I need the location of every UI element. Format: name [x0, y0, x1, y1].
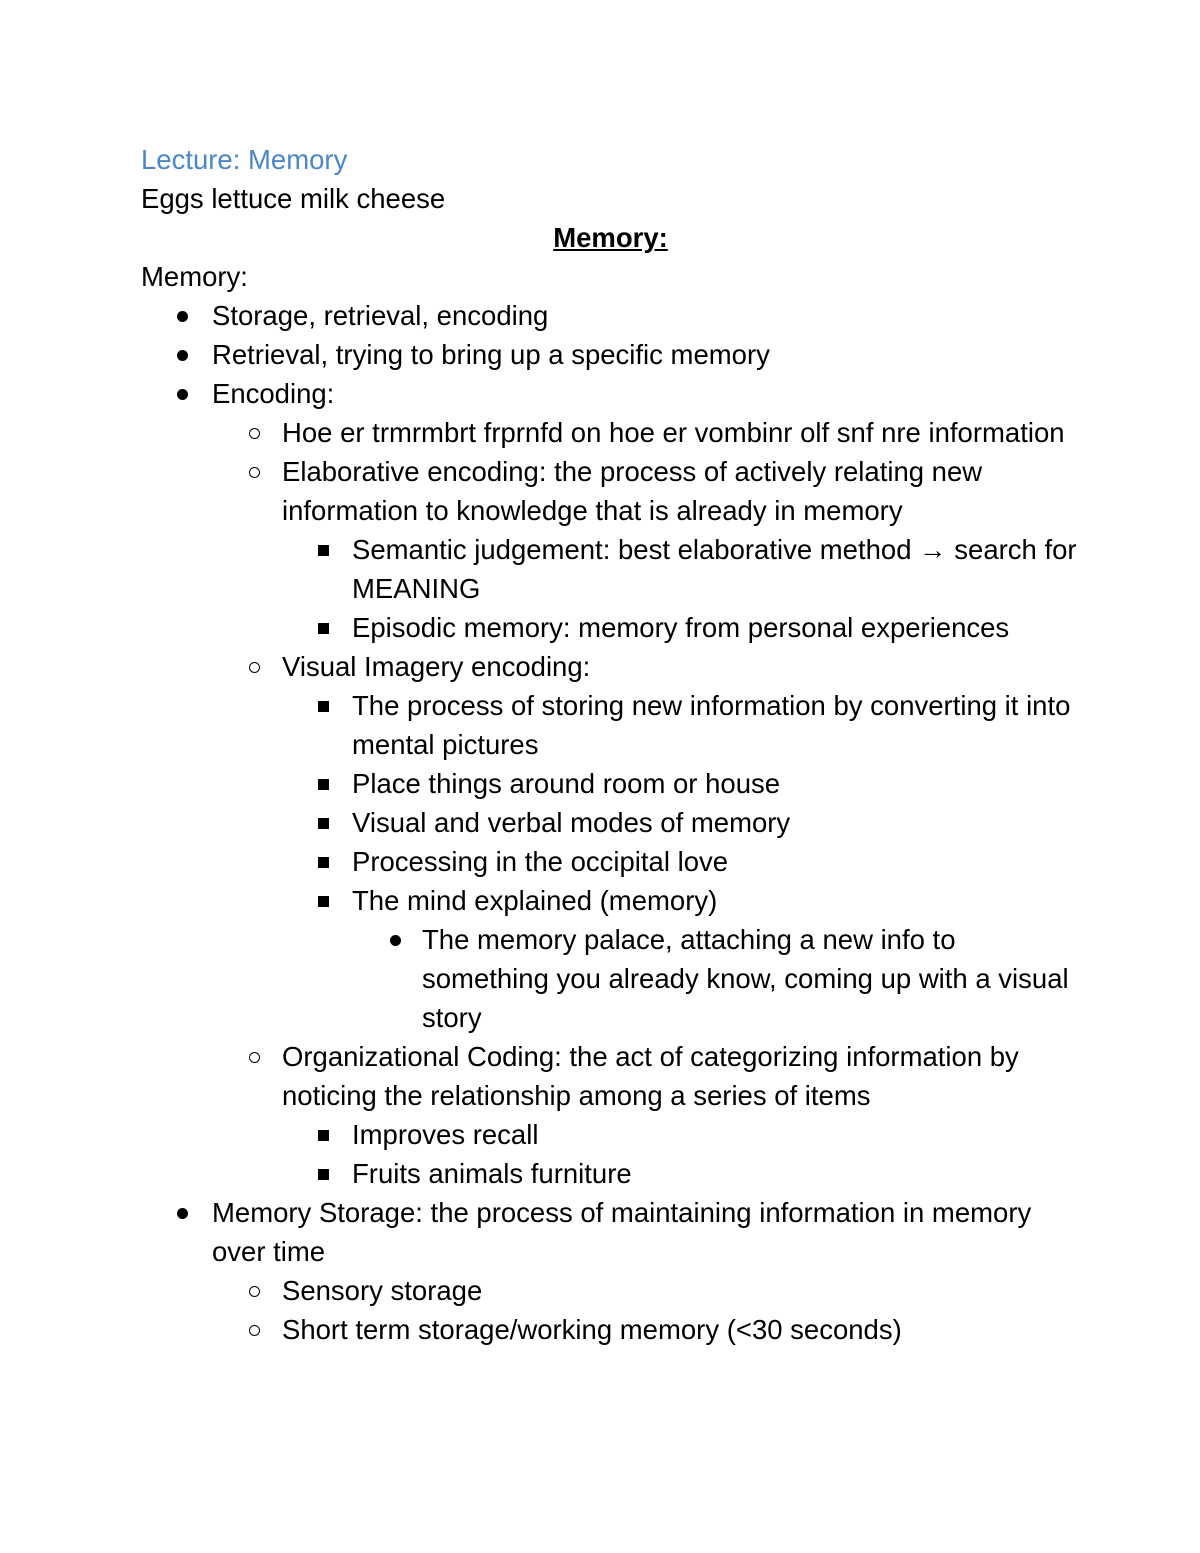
bullet-square-icon [318, 1115, 329, 1154]
list-item [282, 764, 1080, 803]
list-item-text: Organizational Coding: the act of categorizing information by noticing the relationship among a series of items [282, 1041, 1019, 1111]
sub-list [352, 920, 1080, 1037]
list-item [282, 686, 1080, 764]
bullet-square-icon [318, 608, 329, 647]
lecture-title: Lecture: Memory [141, 144, 348, 175]
sub-list [212, 413, 1080, 1193]
sub-list [282, 1115, 1080, 1193]
list-item [282, 608, 1080, 647]
outline-list [141, 296, 1080, 1349]
list-item-text: Encoding: [212, 378, 335, 409]
list-item-text: The memory palace, attaching a new info to something you already know, coming up with a visual story [422, 924, 1069, 1033]
bullet-disc-icon [177, 1193, 188, 1232]
list-item-text: Memory Storage: the process of maintaining information in memory over time [212, 1197, 1032, 1267]
bullet-square-icon [318, 881, 329, 920]
list-item-text: Sensory storage [282, 1275, 483, 1306]
list-item-text: Visual Imagery encoding: [282, 651, 591, 682]
list-item [282, 1154, 1080, 1193]
bullet-disc-icon [177, 374, 188, 413]
bullet-square-icon [318, 842, 329, 881]
bullet-square-icon [318, 686, 329, 725]
bullet-circle-icon [249, 647, 260, 686]
list-item-text: Fruits animals furniture [352, 1158, 632, 1189]
list-item-text: Short term storage/working memory (<30 seconds) [282, 1314, 902, 1345]
list-item [282, 1115, 1080, 1154]
list-item [141, 296, 1080, 335]
list-item [212, 1310, 1080, 1349]
bullet-circle-icon [249, 1037, 260, 1076]
list-item-text: Improves recall [352, 1119, 539, 1150]
section-label: Memory: [141, 261, 248, 292]
list-item [282, 881, 1080, 1037]
list-item-text: Elaborative encoding: the process of actively relating new information to knowledge that is already in memory [282, 456, 983, 526]
list-item-text: Semantic judgement: best elaborative method → search for MEANING [352, 534, 1077, 604]
list-item-text: Episodic memory: memory from personal experiences [352, 612, 1010, 643]
sub-list [282, 686, 1080, 1037]
bullet-circle-icon [249, 1310, 260, 1349]
list-item-text: Place things around room or house [352, 768, 781, 799]
list-item [352, 920, 1080, 1037]
list-item-text: The process of storing new information by converting it into mental pictures [352, 690, 1071, 760]
list-item [212, 1037, 1080, 1193]
sub-list [282, 530, 1080, 647]
bullet-disc-icon [177, 335, 188, 374]
list-item-text: Hoe er trmrmbrt frprnfd on hoe er vombinr olf snf nre information [282, 417, 1065, 448]
grocery-line: Eggs lettuce milk cheese [141, 183, 446, 214]
bullet-square-icon [318, 1154, 329, 1193]
page-heading: Memory: [553, 222, 668, 253]
bullet-circle-icon [249, 1271, 260, 1310]
bullet-disc-icon [390, 920, 401, 959]
list-item [212, 452, 1080, 647]
sub-list [212, 1271, 1080, 1349]
list-item-text: The mind explained (memory) [352, 885, 718, 916]
list-item-text: Visual and verbal modes of memory [352, 807, 791, 838]
list-item [141, 374, 1080, 1193]
list-item [212, 647, 1080, 1037]
bullet-circle-icon [249, 413, 260, 452]
list-item-text: Processing in the occipital love [352, 846, 729, 877]
list-item [141, 335, 1080, 374]
list-item [141, 1193, 1080, 1349]
bullet-square-icon [318, 764, 329, 803]
list-item [212, 413, 1080, 452]
list-item-text: Storage, retrieval, encoding [212, 300, 549, 331]
list-item [212, 1271, 1080, 1310]
list-item-text: Retrieval, trying to bring up a specific memory [212, 339, 770, 370]
bullet-disc-icon [177, 296, 188, 335]
bullet-square-icon [318, 530, 329, 569]
list-item [282, 842, 1080, 881]
list-item [282, 803, 1080, 842]
list-item [282, 530, 1080, 608]
bullet-circle-icon [249, 452, 260, 491]
bullet-square-icon [318, 803, 329, 842]
